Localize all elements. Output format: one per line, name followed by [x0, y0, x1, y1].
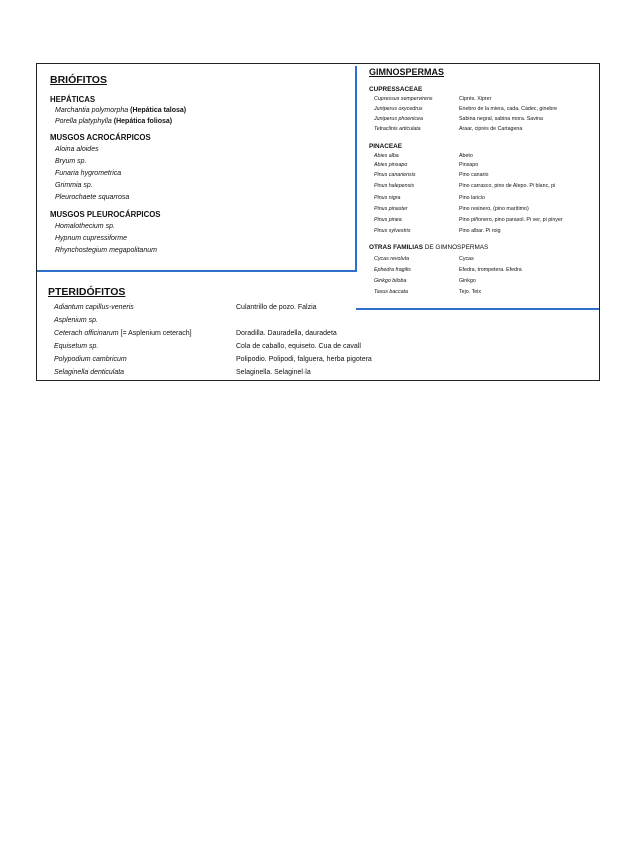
acrocarpicos-heading: MUSGOS ACROCÁRPICOS [50, 133, 151, 142]
species-name: Polypodium cambricum [54, 356, 127, 363]
pteridofitos-title: PTERIDÓFITOS [48, 286, 126, 298]
common-name: Culantrillo de pozo. Falzia [236, 304, 317, 311]
otras-familias-bold: OTRAS FAMILIAS [369, 244, 423, 251]
list-item: Grimmia sp. [55, 182, 93, 189]
species-name: Ceterach officinarum [54, 330, 119, 337]
species-name: Cycas revoluta [374, 256, 410, 262]
list-item: Pleurochaete squarrosa [55, 194, 130, 201]
common-name: Araar, ciprés de Cartagena [459, 126, 523, 132]
species-name: Marchantia polymorpha [55, 107, 129, 114]
list-item: Funaria hygrometrica [55, 170, 122, 177]
common-name: Abeto [459, 153, 473, 159]
species-name: Pinus canariensis [374, 172, 416, 178]
species-name: Abies pinsapo [374, 162, 408, 168]
otras-familias-heading [369, 244, 488, 251]
list-item: Aloina aloides [55, 146, 99, 153]
list-item [55, 118, 172, 125]
common-name: Pinsapo [459, 162, 479, 168]
list-item [55, 107, 186, 114]
common-name: Enebro de la miera, cada. Càdec, ginebre [459, 106, 558, 112]
hepatica-type: (Hepática foliosa) [113, 118, 173, 125]
species-name: Equisetum sp. [54, 343, 99, 350]
synonym: [= Asplenium ceterach] [120, 330, 192, 337]
species-name: Ginkgo biloba [374, 278, 407, 284]
species-name: Pinus pinea [374, 217, 402, 223]
common-name: Pino canario [459, 172, 489, 178]
cupressaceae-heading: CUPRESSACEAE [369, 86, 423, 93]
common-name: Tejo. Teix [459, 289, 481, 295]
species-name: Ephedra fragilis [374, 267, 411, 273]
species-name: Abies alba [374, 153, 399, 159]
species-name: Juniperus phoenicea [374, 116, 423, 122]
common-name: Cycas [459, 256, 474, 262]
common-name: Pino albar. Pi roig [459, 228, 501, 234]
species-name: Taxus baccata [374, 289, 408, 295]
species-name: Selaginella denticulata [54, 369, 125, 376]
gimnospermas-title: GIMNOSPERMAS [369, 67, 445, 77]
common-name: Cola de caballo, equiseto. Cua de cavall [236, 343, 361, 350]
pinaceae-heading: PINACEAE [369, 143, 403, 150]
species-name: Pinus halepensis [374, 183, 415, 189]
vertical-divider [355, 66, 357, 272]
species-name: Adiantum capillus-veneris [54, 304, 134, 311]
horizontal-divider-left [37, 270, 357, 272]
otras-familias-rest: DE GIMNOSPERMAS [424, 244, 489, 251]
common-name: Pino laricio [459, 195, 485, 201]
list-item: Bryum sp. [55, 158, 87, 165]
list-item: Rhynchostegium megapolitanum [55, 247, 157, 254]
species-name: Asplenium sp. [54, 317, 98, 324]
common-name: Selaginella. Selaginel·la [236, 369, 311, 376]
horizontal-divider-right [356, 308, 599, 310]
list-item: Homalothecium sp. [55, 223, 115, 230]
species-name: Porella platyphylla [55, 118, 112, 125]
common-name: Pino piñonero, pino parasol. Pi ver, pi pinyer [459, 217, 563, 223]
list-item: Hypnum cupressiforme [55, 235, 127, 242]
hepaticas-heading: HEPÁTICAS [50, 95, 96, 104]
species-name: Pinus nigra [374, 195, 401, 201]
hepatica-type: (Hepática talosa) [130, 107, 187, 114]
species-name-with-synonym [54, 330, 192, 337]
pleurocarpicos-heading: MUSGOS PLEUROCÁRPICOS [50, 210, 161, 219]
species-name: Juniperus oxycedrus [374, 106, 423, 112]
briofitos-title: BRIÓFITOS [50, 74, 107, 86]
species-name: Tetraclinis articulata [374, 126, 421, 132]
species-name: Pinus pinaster [374, 206, 408, 212]
common-name: Ginkgo [459, 278, 476, 284]
common-name: Doradilla. Dauradella, dauradeta [236, 330, 337, 337]
common-name: Polipodio. Polipodi, falguera, herba pigotera [236, 356, 372, 363]
common-name: Pino resinero, (pino marítimo) [459, 206, 529, 212]
common-name: Efedra, trompetera. Efedra [459, 267, 522, 273]
common-name: Sabina negral, sabina mora. Savina [459, 116, 543, 122]
common-name: Pino carrasco, pino de Alepo. Pi blanc, pi [459, 183, 556, 189]
species-name: Cupressus sempervirens [374, 96, 433, 102]
species-name: Pinus sylvestris [374, 228, 411, 234]
common-name: Ciprés. Xiprer [459, 96, 492, 102]
